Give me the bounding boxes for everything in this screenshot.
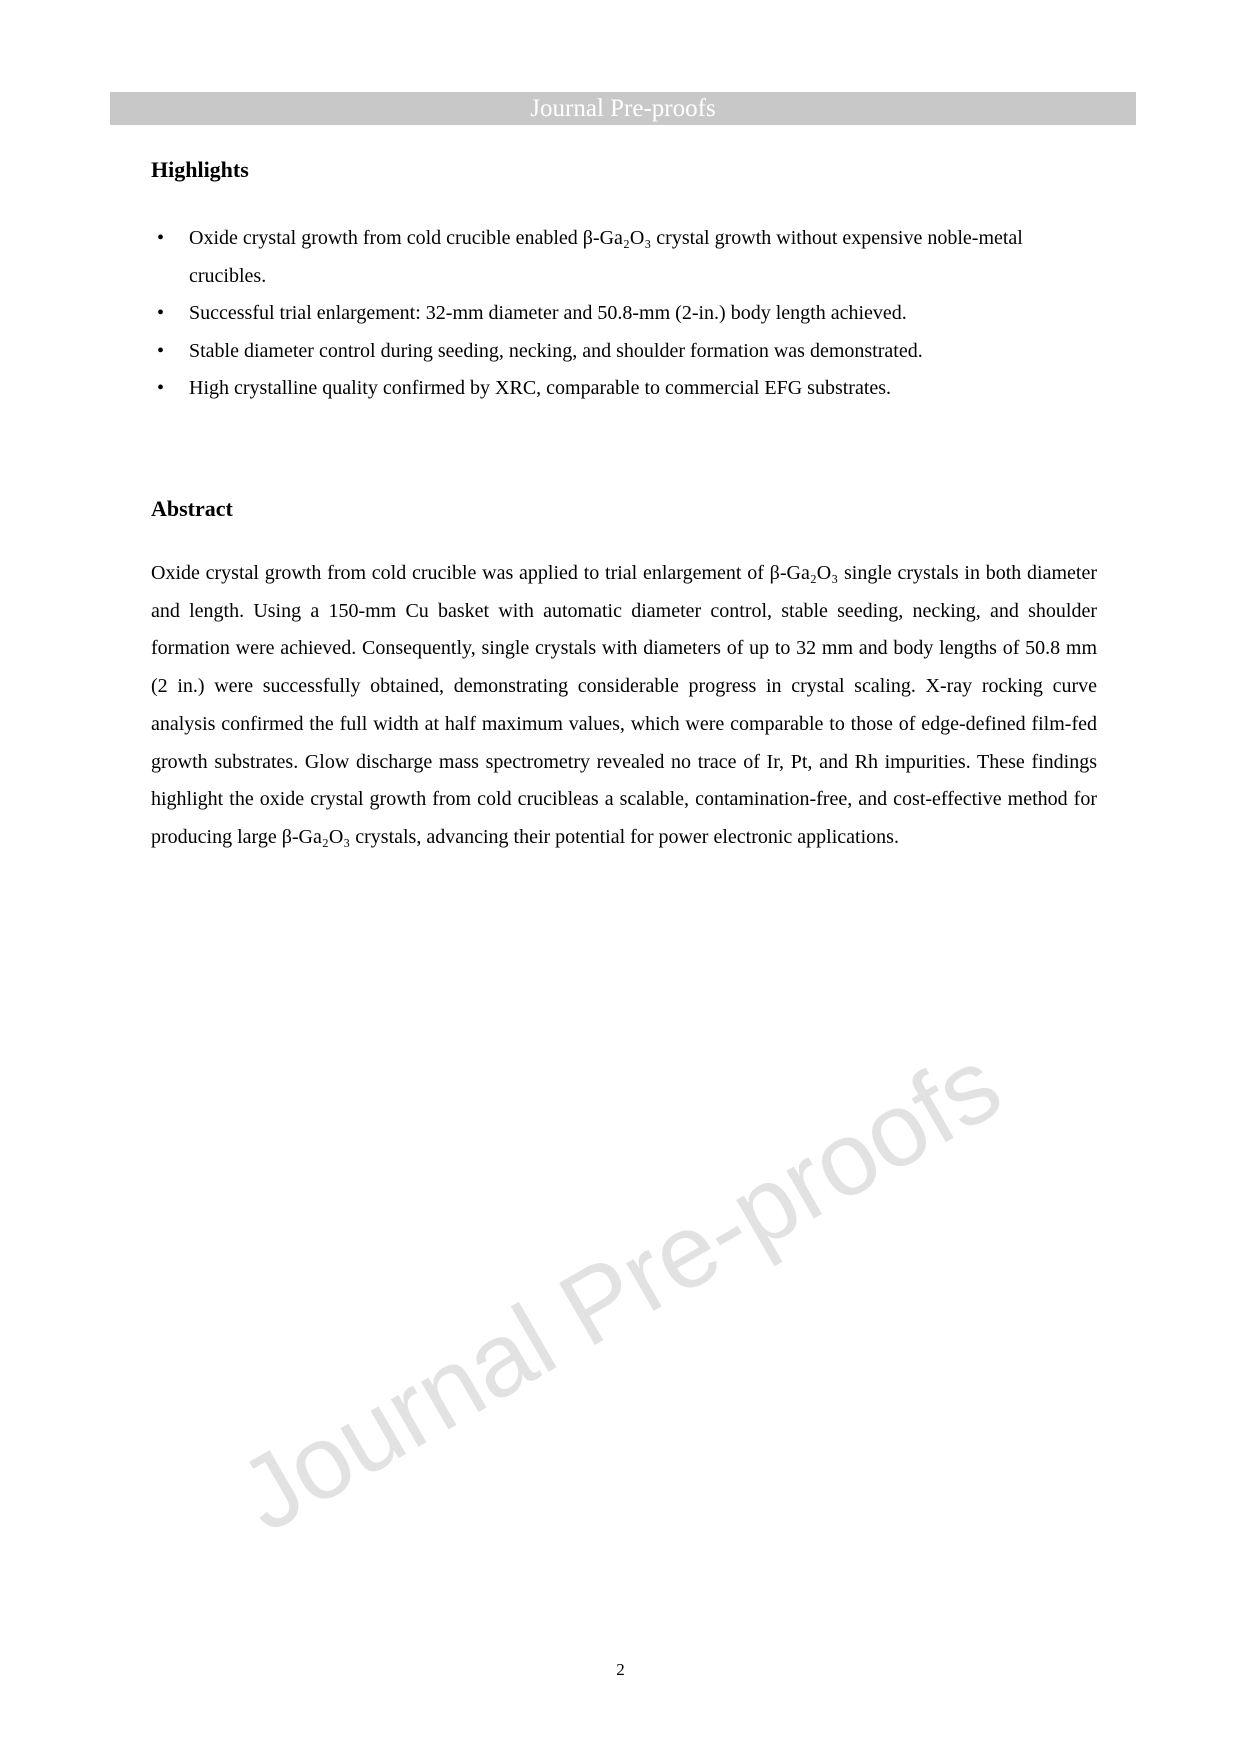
list-item bbox=[157, 370, 1097, 408]
list-item bbox=[157, 220, 1097, 295]
list-item bbox=[157, 333, 1097, 371]
page-number: 2 bbox=[616, 1660, 625, 1679]
bullet-icon: • bbox=[157, 227, 165, 249]
list-item-text: Oxide crystal growth from cold crucible enabled β-Ga₂O₃ crystal growth without expensive noble-metal crucibles. bbox=[189, 227, 1023, 287]
list-item-text: Stable diameter control during seeding, necking, and shoulder formation was demonstrated. bbox=[189, 339, 923, 362]
list-item-text: Successful trial enlargement: 32-mm diameter and 50.8-mm (2-in.) body length achieved. bbox=[189, 302, 907, 324]
abstract-heading: Abstract bbox=[151, 496, 233, 521]
bullet-icon: • bbox=[157, 302, 165, 324]
list-item bbox=[157, 295, 1097, 333]
journal-header-banner: Journal Pre-proofs bbox=[110, 92, 1136, 125]
watermark: Journal Pre-proofs bbox=[220, 1025, 1020, 1555]
bullet-icon: • bbox=[157, 339, 165, 362]
bullet-icon: • bbox=[157, 377, 165, 399]
abstract-text: Oxide crystal growth from cold crucible was applied to trial enlargement of β-Ga₂O₃ single crystals in both diameter and length. Using a 150-mm Cu basket with automatic diameter control, stable seeding, necking, and shoulder formation were achieved. Consequently, single crystals with diameters of up to 32 mm and body lengths of 50.8 mm (2 in.) were successfully obtained, demonstrating considerable progress in crystal scaling. X-ray rocking curve analysis confirmed the full width at half maximum values, which were comparable to those of edge-defined film-fed growth substrates. Glow discharge mass spectrometry revealed no trace of Ir, Pt, and Rh impurities. These findings highlight the oxide crystal growth from cold crucibleas a scalable, contamination-free, and cost-effective method for producing large β-Ga₂O₃ crystals, advancing their potential for power electronic applications. bbox=[151, 562, 1097, 848]
list-item-text: High crystalline quality confirmed by XRC, comparable to commercial EFG substrates. bbox=[189, 377, 892, 399]
highlights-list bbox=[157, 220, 1097, 408]
highlights-heading: Highlights bbox=[151, 157, 249, 182]
